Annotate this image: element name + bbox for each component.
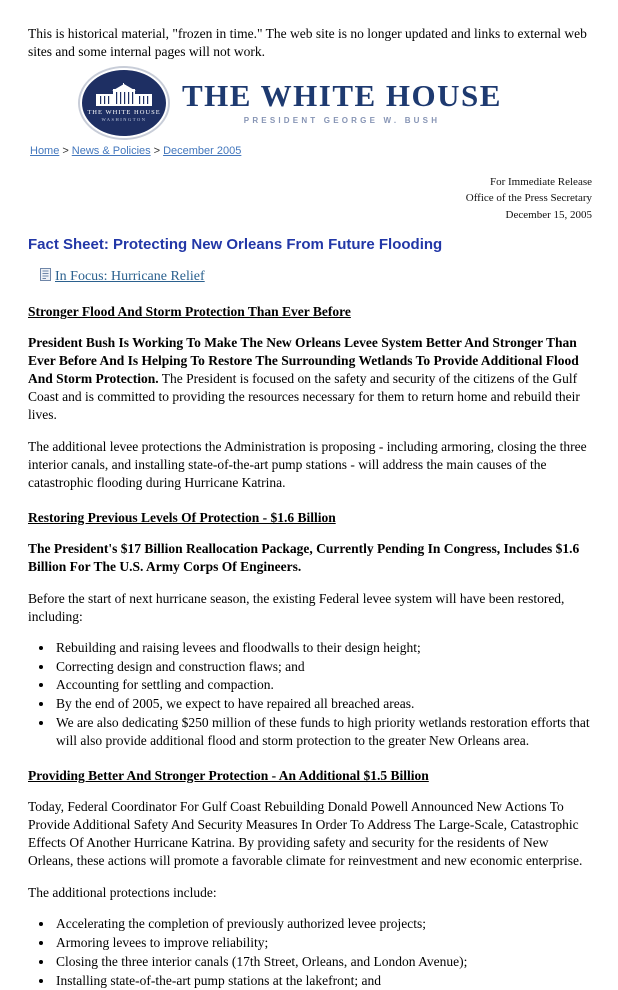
- paragraph: Before the start of next hurricane season, the existing Federal levee system will have been restored, including:: [28, 590, 565, 624]
- page-title: Fact Sheet: Protecting New Orleans From Future Flooding: [28, 236, 443, 254]
- breadcrumb-link-december-2005[interactable]: December 2005: [163, 144, 242, 157]
- list-item: • Accelerating the completion of previously authorized levee projects;: [54, 915, 590, 933]
- seal-title-text: THE WHITE HOUSE: [87, 109, 161, 117]
- list-item: • Correcting design and construction flaws; and: [54, 658, 590, 676]
- section-heading-better-stronger-protection: Providing Better And Stronger Protection - An Additional $1.5 Billion: [28, 768, 429, 784]
- in-focus-row: [40, 268, 590, 286]
- paragraph: The additional protections include:: [28, 885, 217, 901]
- list-item: • Armoring levees to improve reliability;: [54, 934, 590, 952]
- section-heading-restoring-protection: Restoring Previous Levels Of Protection - $1.6 Billion: [28, 509, 336, 525]
- white-house-building-icon: [95, 83, 153, 109]
- white-house-seal-logo[interactable]: [80, 68, 168, 138]
- document-icon: [40, 268, 51, 286]
- bullet-list-additional-protections: [28, 915, 590, 990]
- section-heading-stronger-protection: Stronger Flood And Storm Protection Than Ever Before: [28, 304, 351, 320]
- masthead-wordmark-block: [182, 80, 502, 125]
- paragraph-bold-lead: The President's $17 Billion Reallocation Package, Currently Pending In Congress, Includes $1.6 Billion For The U.S. Army Corps Of Engineers.: [28, 540, 580, 574]
- list-item: • We are also dedicating $250 million of these funds to high priority wetlands restoration efforts that will also provide additional flood and storm protection to the greater New Orleans area.: [54, 714, 590, 750]
- paragraph-bold-lead: President Bush Is Working To Make The New Orleans Levee System Better And Stronger Than Ever Before And Is Helping To Restore The Surrounding Wetlands To Provide Additional Flood And Storm Protection.: [28, 335, 579, 387]
- list-item: • Accounting for settling and compaction.: [54, 676, 590, 694]
- bullet-list-restoration: [28, 639, 590, 751]
- frozen-in-time-disclaimer: This is historical material, "frozen in time." The web site is no longer updated and links to external web sites and some internal pages will not work.: [28, 26, 587, 59]
- breadcrumb: [30, 145, 618, 157]
- president-subtitle: PRESIDENT GEORGE W. BUSH: [243, 116, 441, 126]
- paragraph: Today, Federal Coordinator For Gulf Coast Rebuilding Donald Powell Announced New Actions To Provide Additional Safety And Security Measures In Order To Address The Large-Scale, Catastrophic Effects Of Another Hurricane Katrina. By providing safety and security for the residents of New Orleans, these actions will promote a favorable climate for reinvestment and new economic enterprise.: [28, 799, 583, 869]
- in-focus-hurricane-relief-link[interactable]: In Focus: Hurricane Relief: [55, 269, 205, 285]
- paragraph: The additional levee protections the Administration is proposing - including armoring, closing the three interior canals, and installing state-of-the-art pump stations - will address the main causes of the catastrophic flooding during Hurricane Katrina.: [28, 438, 587, 490]
- list-item: • Installing state-of-the-art pump stations at the lakefront; and: [54, 972, 590, 990]
- release-office: Office of the Press Secretary: [465, 192, 592, 205]
- breadcrumb-separator: >: [153, 144, 161, 157]
- white-house-wordmark: THE WHITE HOUSE: [182, 78, 502, 114]
- press-release-meta: [0, 174, 592, 224]
- breadcrumb-link-news-policies[interactable]: News & Policies: [71, 144, 151, 157]
- release-immediate: For Immediate Release: [489, 175, 592, 188]
- list-item: • Rebuilding and raising levees and floodwalls to their design height;: [54, 639, 590, 657]
- breadcrumb-separator: >: [62, 144, 69, 157]
- paragraph: [28, 540, 590, 576]
- paragraph: [28, 334, 590, 424]
- list-item: • By the end of 2005, we expect to have repaired all breached areas.: [54, 695, 590, 713]
- seal-washington-text: WASHINGTON: [101, 117, 147, 123]
- breadcrumb-link-home[interactable]: Home: [30, 144, 60, 157]
- paragraph-text: The President is focused on the safety and security of the citizens of the Gulf Coast and is committed to providing the resources necessary for them to return home and rebuild their lives.: [28, 371, 580, 422]
- whitehouse-masthead: [80, 68, 618, 138]
- list-item: • Closing the three interior canals (17th Street, Orleans, and London Avenue);: [54, 953, 590, 971]
- release-date: December 15, 2005: [505, 208, 592, 221]
